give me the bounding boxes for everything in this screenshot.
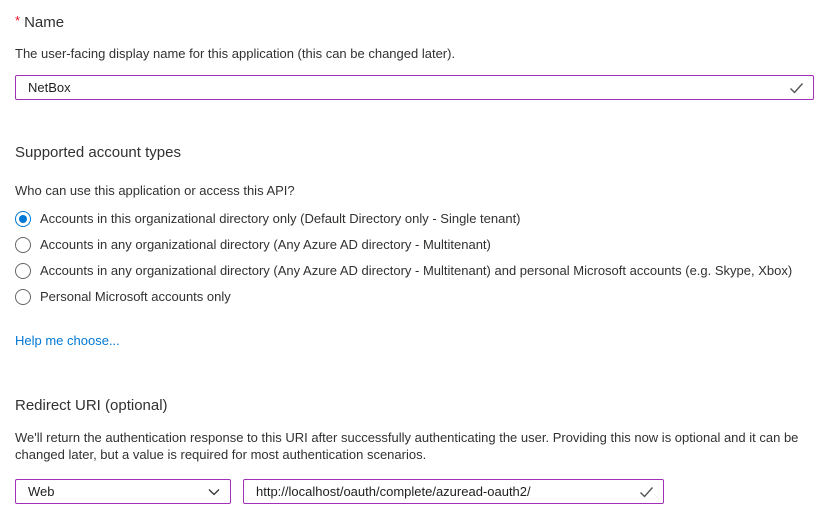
checkmark-icon xyxy=(789,82,804,94)
account-types-heading: Supported account types xyxy=(15,144,181,161)
radio-option-multitenant[interactable] xyxy=(15,237,814,253)
radio-selected-icon[interactable] xyxy=(15,211,31,227)
radio-unselected-icon[interactable] xyxy=(15,289,31,305)
radio-option-personal-only[interactable] xyxy=(15,289,814,305)
radio-option-label: Accounts in any organizational directory (Any Azure AD directory - Multitenant) xyxy=(40,237,491,252)
name-heading-label: Name xyxy=(24,14,65,31)
redirect-uri-field-container xyxy=(243,479,664,504)
radio-option-multitenant-personal[interactable] xyxy=(15,263,814,279)
checkmark-icon xyxy=(639,486,654,498)
redirect-uri-input[interactable] xyxy=(244,484,639,499)
radio-option-single-tenant[interactable] xyxy=(15,211,814,227)
platform-select-value: Web xyxy=(28,484,55,499)
redirect-uri-row xyxy=(15,479,814,504)
account-types-radio-group xyxy=(15,211,814,305)
redirect-uri-description: We'll return the authentication response to this URI after successfully authenticating the user. Providing this now is optional and it can be changed later, but a value is required for most authentication scenarios. xyxy=(15,430,799,462)
help-me-choose-link[interactable]: Help me choose... xyxy=(15,333,120,348)
radio-unselected-icon[interactable] xyxy=(15,237,31,253)
radio-option-label: Accounts in this organizational directory only (Default Directory only - Single tenant) xyxy=(40,211,521,226)
radio-option-label: Personal Microsoft accounts only xyxy=(40,289,231,304)
chevron-down-icon xyxy=(208,488,220,496)
required-asterisk: * xyxy=(15,13,21,28)
redirect-uri-heading: Redirect URI (optional) xyxy=(15,397,168,414)
name-section-heading xyxy=(15,11,814,33)
name-description: The user-facing display name for this application (this can be changed later). xyxy=(15,46,456,61)
platform-select[interactable] xyxy=(15,479,231,504)
radio-unselected-icon[interactable] xyxy=(15,263,31,279)
account-types-question: Who can use this application or access this API? xyxy=(15,183,295,198)
name-input[interactable] xyxy=(16,80,789,95)
radio-option-label: Accounts in any organizational directory (Any Azure AD directory - Multitenant) and personal Microsoft accounts (e.g. Skype, Xbox) xyxy=(40,263,793,278)
name-field-container xyxy=(15,75,814,100)
